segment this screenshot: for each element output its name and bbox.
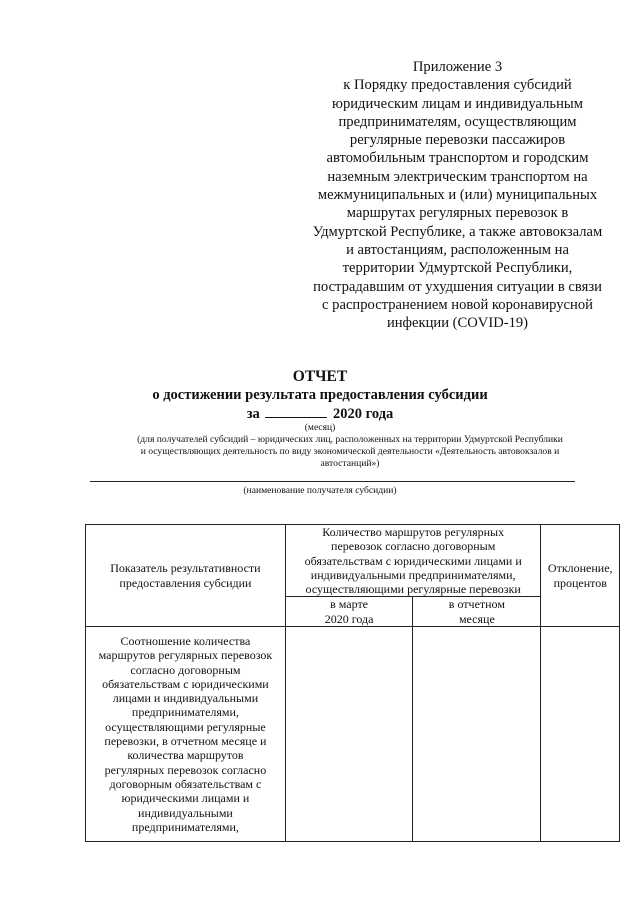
row-indicator [86,627,286,842]
header-routes-line: обязательствам с юридическими лицами и [304,553,522,568]
appendix-line: межмуниципальных и (или) муниципальных [317,187,598,204]
cell-march-value[interactable] [285,627,412,842]
period-suffix: 2020 года [333,406,394,422]
row-indicator-line: индивидуальными [138,805,233,820]
header-indicator: Показатель результативности предоставления субсидии [86,525,286,627]
row-indicator-line: согласно договорным [130,662,241,677]
appendix-block [290,58,625,332]
row-indicator-line: маршрутов регулярных перевозок [98,648,273,663]
row-indicator-line: перевозки, в отчетном месяце и [104,734,267,749]
appendix-line: с распространением новой коронавирусной [322,296,593,313]
row-indicator-line: предпринимателями, [131,705,239,720]
header-deviation-line: процентов [553,575,607,590]
report-period [0,405,640,423]
appendix-line: Приложение 3 [412,59,503,75]
row-indicator-line: регулярных перевозок согласно [104,762,267,777]
header-routes-line: осуществляющими регулярные перевозки [305,582,521,597]
recipient-name-hint: (наименование получателя субсидии) [243,485,397,496]
table-header-row [86,525,620,597]
report-subtitle: о достижении результата предоставления субсидии [152,387,488,403]
row-indicator-line: договорным обязательствам с [109,776,262,791]
header-routes-line: перевозок согласно договорным [331,539,496,554]
appendix-line: регулярные перевозки пассажиров [349,132,566,149]
appendix-line: предпринимателям, осуществляющим [338,113,577,130]
recipients-note-line: и осуществляющих деятельность по виду экономической деятельности «Деятельность автовокзалов и [140,446,560,457]
recipients-note [100,434,600,470]
header-deviation-line: Отклонение, [547,561,613,576]
row-indicator-line: лицами и индивидуальными [112,691,259,706]
cell-deviation-value[interactable] [541,627,620,842]
row-indicator-line: Соотношение количества [120,634,251,648]
cell-current-value[interactable] [413,627,541,842]
header-routes-group [285,525,541,597]
table-row [86,627,620,842]
recipients-note-line: автостанций») [320,458,380,469]
month-hint: (месяц) [304,423,336,433]
header-current-line: в отчетном [448,597,505,612]
header-routes-line: Количество маршрутов регулярных [322,525,505,539]
recipient-name-line[interactable] [90,481,575,482]
row-indicator-line: количества маршрутов [127,748,244,763]
appendix-line: автомобильным транспортом и городским [326,150,589,167]
appendix-line: и автостанциям, расположенным на [346,241,569,258]
header-deviation [541,525,620,627]
row-indicator-line: осуществляющими регулярные [105,719,266,734]
appendix-line: маршрутах регулярных перевозок в [346,205,569,222]
appendix-line: Удмуртской Республике, а также автовокзалам [312,223,603,240]
recipients-note-line: (для получателей субсидий – юридических лиц, расположенных на территории Удмуртской Республики [137,434,563,445]
row-indicator-line: обязательствам с юридическими [102,676,269,691]
appendix-line: инфекции (COVID-19) [386,315,529,332]
row-indicator-line: юридическими лицами и [121,791,250,806]
header-routes-line: индивидуальными предпринимателями, [310,567,516,582]
header-march-line: 2020 года [324,611,374,626]
header-march [285,597,412,627]
month-blank-field[interactable] [265,405,327,418]
appendix-line: к Порядку предоставления субсидий [343,77,572,94]
appendix-line: юридическим лицам и индивидуальным [332,95,583,112]
report-title: ОТЧЕТ [292,368,348,385]
period-prefix: за [246,406,260,422]
appendix-line: территории Удмуртской Республики, [342,260,573,277]
appendix-line: пострадавшим от ухудшения ситуации в связи [313,278,602,295]
report-table [85,524,620,842]
row-indicator-line: предпринимателями, [131,819,239,834]
header-march-line: в марте [330,597,369,612]
header-current-line: месяце [458,611,495,626]
header-current-month [413,597,541,627]
appendix-line: наземным электрическим транспортом на [327,168,588,185]
